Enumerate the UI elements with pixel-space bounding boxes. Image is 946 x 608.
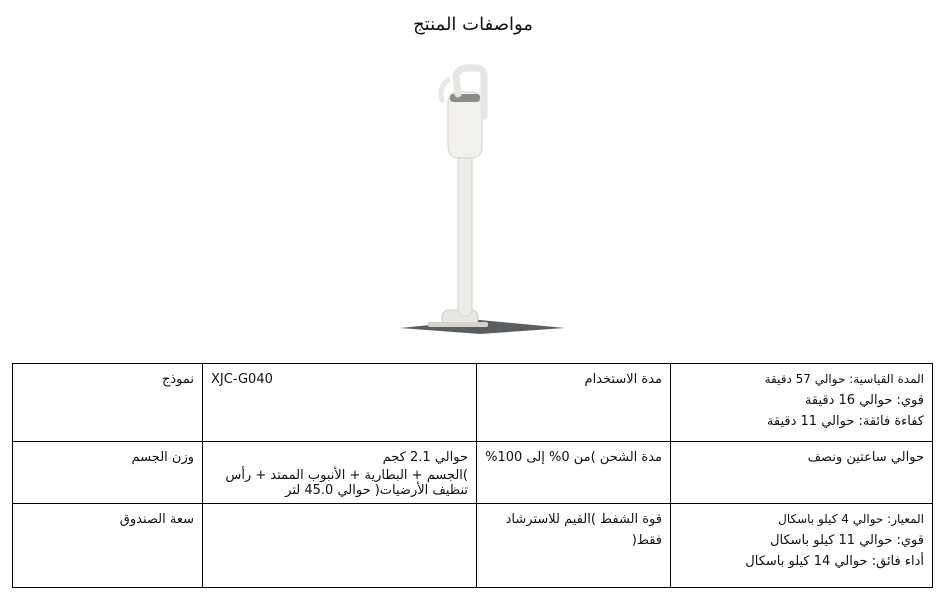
- spec-label: مدة الشحن )من 0% إلى 100%: [477, 442, 671, 504]
- spec-value-line: كفاءة فائقة: حوالي 11 دقيقة: [766, 414, 924, 429]
- spec-value-line: قوي: حوالي 16 دقيقة: [804, 393, 924, 408]
- spec-label: سعة الصندوق: [13, 504, 203, 588]
- spec-label: وزن الجسم: [13, 442, 203, 504]
- page-title: مواصفات المنتج: [413, 14, 533, 35]
- spec-label: نموذج: [13, 364, 203, 442]
- table-row: [13, 442, 933, 504]
- spec-value: XJC-G040: [203, 364, 477, 442]
- specs-table: [12, 363, 933, 588]
- table-row: [13, 504, 933, 588]
- spec-value: حوالي ساعتين ونصف: [671, 442, 933, 504]
- spec-value-line: )الجسم + البطارية + الأنبوب الممتد + رأس تنظيف الأرضيات( حوالي 45.0 لتر: [225, 468, 468, 498]
- spec-value: [671, 364, 933, 442]
- spec-label: قوة الشفط )القيم للاسترشاد فقط(: [477, 504, 671, 588]
- spec-value: [671, 504, 933, 588]
- spec-value-line: قوي: حوالي 11 كيلو باسكال: [770, 533, 924, 548]
- spec-label: مدة الاستخدام: [477, 364, 671, 442]
- vacuum-product-image: [330, 58, 610, 348]
- spec-value-line: أداء فائق: حوالي 14 كيلو باسكال: [745, 554, 924, 569]
- spec-value: [203, 442, 477, 504]
- spec-value-line: المدة القياسية: حوالي 57 دقيقة: [764, 372, 924, 386]
- spec-value-line: حوالي 2.1 كجم: [382, 450, 468, 465]
- table-row: [13, 364, 933, 442]
- spec-value: [203, 504, 477, 588]
- spec-value-line: المعيار: حوالي 4 كيلو باسكال: [778, 512, 924, 526]
